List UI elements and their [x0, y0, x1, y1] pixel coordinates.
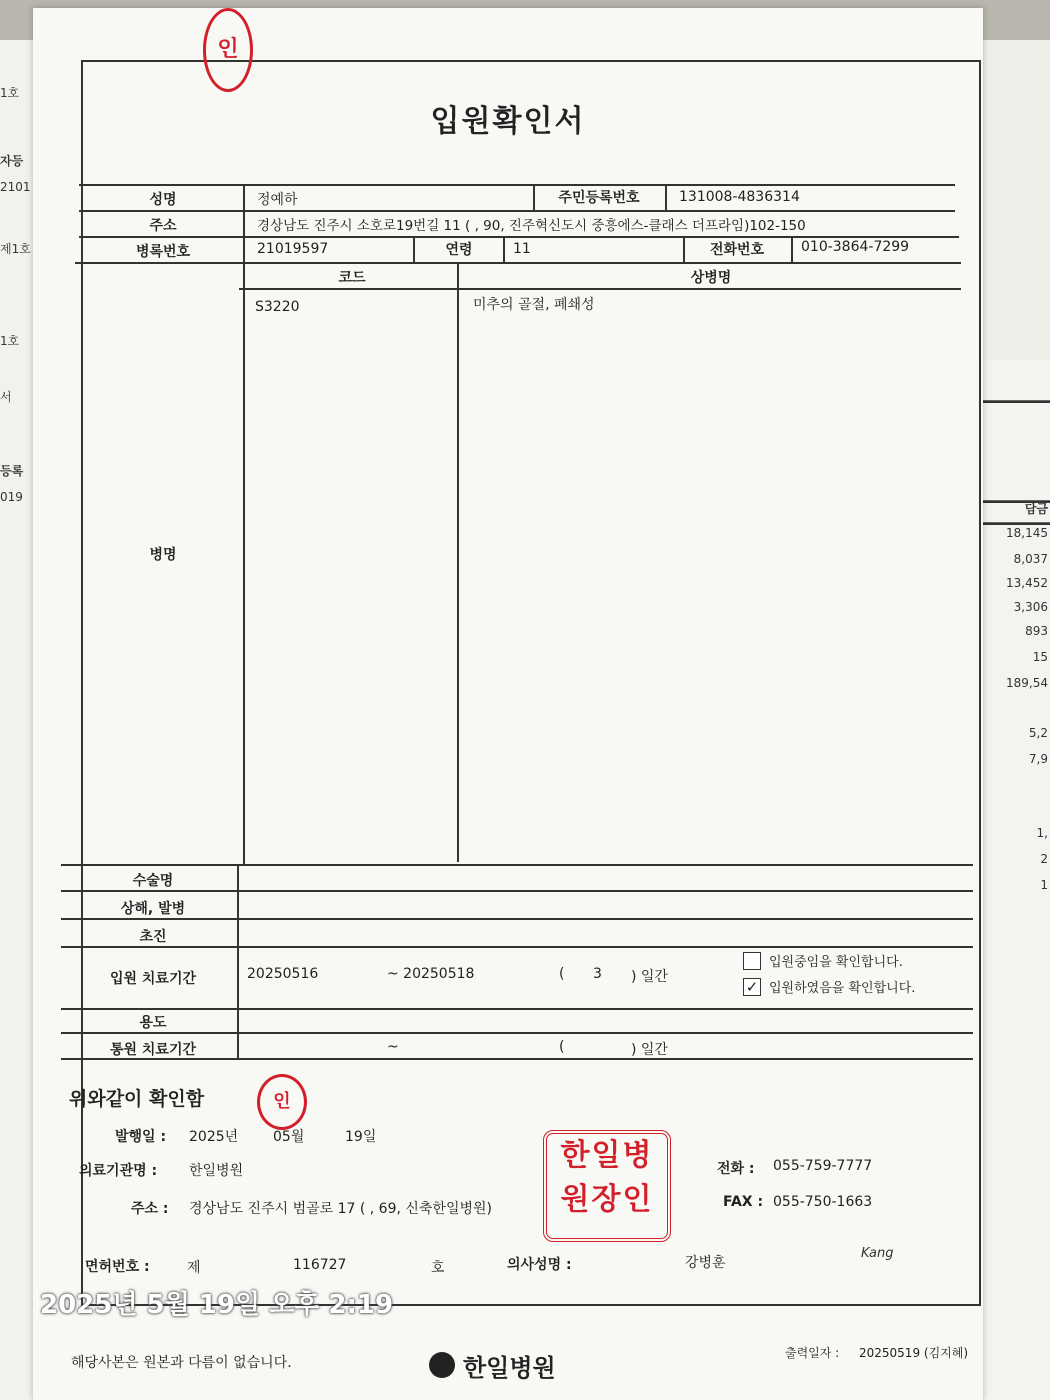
first-visit-label: 초진	[139, 929, 167, 945]
hospital-logo-icon	[429, 1352, 455, 1378]
surgery-label: 수술명	[132, 873, 174, 889]
patient-phone: 010-3864-7299	[801, 239, 910, 255]
bg-right-text: 893	[1025, 624, 1048, 638]
photo-timestamp: 2025년 5월 19일 오후 2:19	[40, 1290, 394, 1320]
print-date: 20250519 (김지혜)	[859, 1346, 969, 1360]
small-seal: 인	[257, 1074, 307, 1130]
outpatient-period-label: 통원 치료기간	[109, 1042, 197, 1058]
diagnosis-name: 미추의 골절, 폐쇄성	[473, 297, 595, 313]
bg-left-text: 1호	[0, 86, 20, 100]
bg-right-text: 2	[1040, 852, 1048, 866]
admission-days-close: ) 일간	[631, 969, 668, 985]
hospital-fax: 055-750-1663	[773, 1194, 873, 1210]
doctor-label: 의사성명 :	[507, 1257, 572, 1273]
patient-address: 경상남도 진주시 소호로19번길 11 ( , 90, 진주혁신도시 중흥에스-클래스 더프라임)102-150	[257, 218, 806, 234]
record-label: 병록번호	[135, 244, 191, 260]
background-document-right	[975, 360, 1050, 1400]
hospital-seal-line1: 한일병	[560, 1138, 654, 1173]
institution-label: 의료기관명 :	[79, 1163, 158, 1179]
hospital-logo-text: 한일병원	[463, 1354, 556, 1382]
document-title: 입원확인서	[430, 104, 586, 139]
bg-left-text: 019	[0, 490, 23, 504]
admission-days-open: (	[559, 966, 565, 982]
background-document-top-right	[980, 40, 1050, 370]
print-date-label: 출력일자 :	[785, 1346, 840, 1360]
outpatient-days-open: (	[559, 1039, 565, 1055]
hospital-phone-label: 전화 :	[717, 1161, 755, 1177]
diagnosis-name-header: 상병명	[690, 270, 732, 286]
age-label: 연령	[445, 242, 473, 258]
bg-right-text: 7,9	[1028, 752, 1048, 766]
bg-right-text: 18,145	[1006, 526, 1048, 540]
issue-month: 05월	[273, 1129, 305, 1145]
rrn-label: 주민등록번호	[558, 190, 640, 206]
admission-period-label: 입원 치료기간	[109, 971, 197, 987]
hospital-phone: 055-759-7777	[773, 1158, 873, 1174]
confirm-statement: 위와같이 확인함	[69, 1088, 205, 1110]
hospital-seal-line2: 원장인	[560, 1182, 654, 1217]
name-label: 성명	[149, 192, 177, 208]
hospital-fax-label: FAX :	[723, 1194, 764, 1210]
license-prefix: 제	[187, 1260, 201, 1276]
bg-left-text: 2101	[0, 180, 31, 194]
patient-name: 정예하	[257, 192, 298, 208]
address-label: 주소	[149, 218, 177, 234]
injury-label: 상해, 발병	[120, 901, 186, 917]
outpatient-days-close: ) 일간	[631, 1042, 668, 1058]
bg-right-text: 13,452	[1006, 576, 1048, 590]
bg-right-text: 1,	[1036, 826, 1048, 840]
diagnosis-code: S3220	[255, 299, 300, 315]
discharged-label: 입원하였음을 확인합니다.	[769, 981, 916, 996]
license-suffix: 호	[431, 1260, 445, 1276]
doctor-name: 강병훈	[685, 1255, 726, 1271]
bg-left-text: 제1호	[0, 242, 31, 256]
discharged-checkbox[interactable]: ✓	[743, 978, 761, 996]
in-progress-label: 입원중임을 확인합니다.	[769, 955, 903, 970]
admission-days: 3	[593, 966, 602, 982]
issue-date-label: 발행일 :	[115, 1129, 167, 1145]
patient-age: 11	[513, 241, 531, 257]
purpose-label: 용도	[139, 1015, 167, 1031]
hospital-seal	[543, 1130, 671, 1242]
bg-right-text: 3,306	[1013, 600, 1048, 614]
code-header: 코드	[338, 270, 366, 286]
issue-year: 2025년	[189, 1129, 239, 1145]
bg-right-text: 189,54	[1006, 676, 1048, 690]
bg-left-text: 서	[0, 390, 12, 404]
bg-left-text: 자등	[0, 154, 24, 168]
admission-end: ~ 20250518	[387, 966, 475, 982]
institution-address-label: 주소 :	[131, 1201, 169, 1217]
bg-right-text: 8,037	[1013, 552, 1048, 566]
patient-rrn: 131008-4836314	[679, 189, 800, 205]
record-number: 21019597	[257, 241, 329, 257]
license-number: 116727	[293, 1257, 347, 1273]
issue-day: 19일	[345, 1129, 377, 1145]
in-progress-checkbox[interactable]	[743, 952, 761, 970]
doctor-signature: Kang	[861, 1246, 894, 1261]
bg-right-text: 5,2	[1028, 726, 1048, 740]
admission-start: 20250516	[247, 966, 319, 982]
top-seal: 인	[203, 8, 253, 92]
bg-left-text: 등록	[0, 464, 24, 478]
copy-note: 해당사본은 원본과 다름이 없습니다.	[71, 1355, 292, 1371]
outpatient-tilde: ~	[387, 1039, 399, 1055]
bg-right-text: 15	[1032, 650, 1048, 664]
institution-address: 경상남도 진주시 범골로 17 ( , 69, 신축한일병원)	[189, 1201, 492, 1217]
bg-left-text: 1호	[0, 334, 20, 348]
diagnosis-section-label: 병명	[149, 547, 177, 563]
phone-label: 전화번호	[709, 242, 765, 258]
license-label: 면허번호 :	[85, 1259, 150, 1275]
admission-certificate	[33, 8, 983, 1400]
bg-right-text: 담금	[1024, 502, 1048, 516]
institution-name: 한일병원	[189, 1163, 244, 1179]
bg-right-text: 1	[1040, 878, 1048, 892]
